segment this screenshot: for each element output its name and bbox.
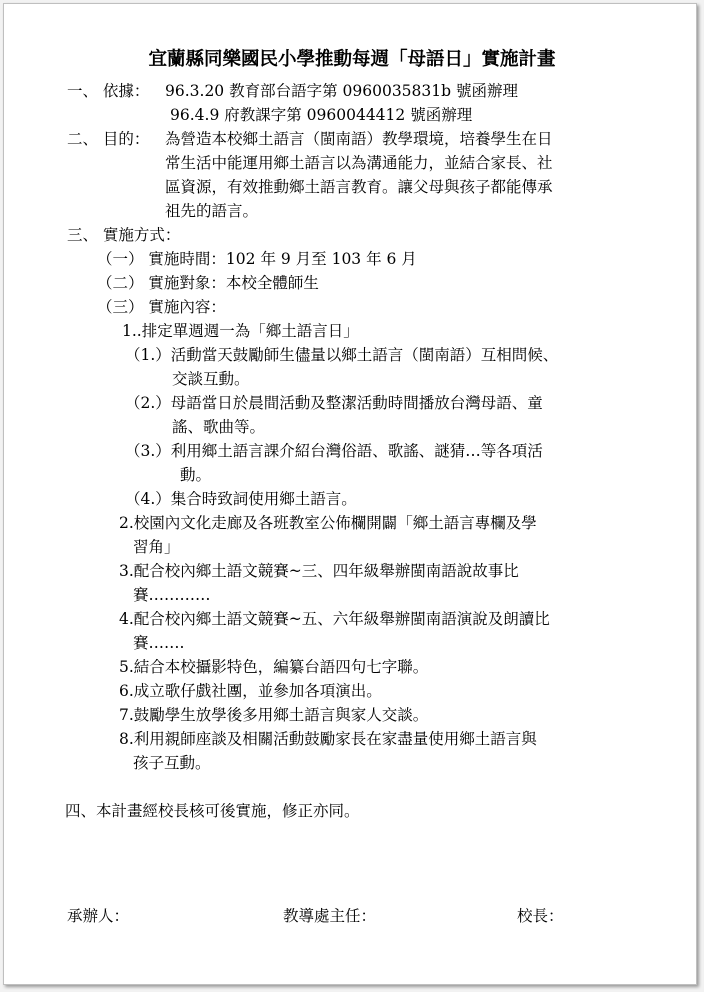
signature-organizer: 承辦人： — [67, 907, 130, 925]
implementation-content: （三） 實施內容： — [97, 298, 226, 316]
purpose-line-3: 區資源，有效推動鄉土語言教育。讓父母與孩子都能傳承 — [165, 178, 553, 196]
content-item-8-cont: 孩子互動。 — [133, 754, 211, 772]
purpose-line-4: 祖先的語言。 — [165, 202, 259, 220]
section-1-label: 一、 依據： — [67, 82, 150, 100]
purpose-line-1: 為營造本校鄉土語言（閩南語）教學環境，培養學生在日 — [165, 130, 553, 148]
content-item-2: 2.校園內文化走廊及各班教室公佈欄開闢「鄉土語言專欄及學 — [119, 514, 537, 532]
content-item-6: 6.成立歌仔戲社團，並參加各項演出。 — [119, 682, 382, 700]
basis-line-2: 96.4.9 府教課字第 0960044412 號函辦理 — [170, 106, 473, 124]
content-item-7: 7.鼓勵學生放學後多用鄉土語言與家人交談。 — [119, 706, 429, 724]
content-item-1: 1..排定單週週一為「鄉土語言日」 — [122, 322, 359, 340]
implementation-target: （二） 實施對象：本校全體師生 — [97, 274, 319, 292]
sub-item-2: （2.）母語當日於晨間活動及整潔活動時間播放台灣母語、童 — [125, 394, 543, 412]
content-item-2-cont: 習角」 — [133, 538, 180, 556]
content-item-4-cont: 賽……. — [133, 634, 185, 652]
content-item-8: 8.利用親師座談及相關活動鼓勵家長在家盡量使用鄉土語言與 — [119, 730, 537, 748]
content-item-3: 3.配合校內鄉土語文競賽~三、四年級舉辦閩南語說故事比 — [119, 562, 519, 580]
sub-item-1: （1.）活動當天鼓勵師生儘量以鄉土語言（閩南語）互相問候、 — [125, 346, 559, 364]
section-4: 四、本計畫經校長核可後實施，修正亦同。 — [65, 802, 360, 820]
content-item-4: 4.配合校內鄉土語文競賽~五、六年級舉辦閩南語演說及朗讀比 — [119, 610, 550, 628]
signature-director: 教導處主任： — [283, 907, 377, 925]
sub-item-3: （3.）利用鄉土語言課介紹台灣俗語、歌謠、謎猜…等各項活 — [125, 442, 543, 460]
section-2-label: 二、 目的： — [67, 130, 150, 148]
section-3-label: 三、 實施方式： — [67, 226, 181, 244]
content-item-5: 5.結合本校攝影特色，編纂台語四句七字聯。 — [119, 658, 429, 676]
purpose-line-2: 常生活中能運用鄉土語言以為溝通能力，並結合家長、社 — [165, 154, 553, 172]
sub-item-2-cont: 謠、歌曲等。 — [172, 418, 266, 436]
basis-line-1: 96.3.20 教育部台語字第 0960035831b 號函辦理 — [165, 82, 518, 100]
sub-item-1-cont: 交談互動。 — [172, 370, 250, 388]
document-title: 宜蘭縣同樂國民小學推動每週「母語日」實施計畫 — [148, 49, 556, 70]
sub-item-3-cont: 動。 — [180, 466, 212, 484]
sub-item-4: （4.）集合時致詞使用鄉土語言。 — [125, 490, 357, 508]
signature-principal: 校長： — [517, 907, 564, 925]
implementation-time: （一） 實施時間：102 年 9 月至 103 年 6 月 — [97, 250, 417, 268]
content-item-3-cont: 賽………… — [133, 586, 211, 604]
